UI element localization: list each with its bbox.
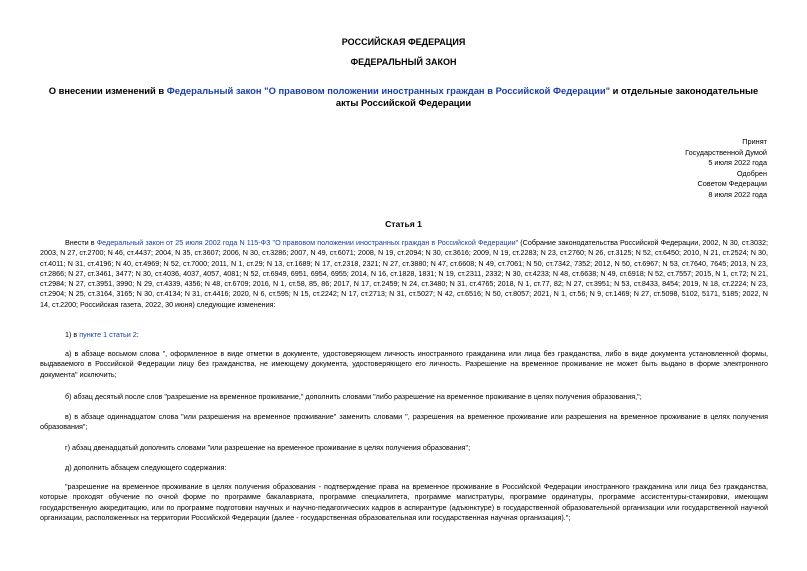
item-1-prefix: 1) в	[65, 330, 80, 339]
intro-suffix: (Собрание законодательства Российской Федерации, 2002, N 30, ст.3032; 2003, N 27, ст.2700; N 46, ст.4437; 2004, N 35, ст.3607; 2006, N 30, ст.3286; 2007, N 49, ст.6071; 2008, N 19, ст.2094; N 30, ст.3616; 2009, N 19, ст.2283; N 23, ст.2760; N 26, ст.3125; N 52, ст.6450; 2010, N 21, ст.2524; N 30, ст.4011; N 31, ст.4196; N 40, ст.4969; N 52, ст.7000; 2011, N 1, ст.29; N 13, ст.1689; N 17, ст.2318, 2321; N 27, ст.3880; N 47, ст.6608; N 49, ст.7061; N 50, ст.7342, 7352; 2012, N 50, ст.6967; N 53, ст.7640, 7645; 2013, N 23, ст.2866; N 27, ст.3461, 3477; N 30, ст.4036, 4037, 4057, 4081; N 52, ст.6949, 6951, 6954, 6955; 2014, N 16, ст.1828, 1831; N 19, ст.2311, 2332; N 30, ст.4233; N 48, ст.6638; N 49, ст.6918; N 52, ст.7557; 2015, N 1, ст.72; N 21, ст.2984; N 27, ст.3951, 3990; N 29, ст.4339, 4356; N 48, ст.6709; 2016, N 1, ст.58, 85, 86; 2017, N 17, ст.2459; N 24, ст.3480; N 31, ст.4765; 2018, N 1, ст.77, 82; N 27, ст.3951; N 53, ст.8433, 8454; 2019, N 18, ст.2224; N 23, ст.2904; N 25, ст.3164, 3165; N 30, ст.4134; N 31, ст.4416; 2020, N 6, ст.595; N 15, ст.2242; N 17, ст.2713; N 31, ст.5027; N 42, ст.6516; N 50, ст.8057; 2021, N 1, ст.56; N 9, ст.1469; N 27, ст.5098, 5102, 5171, 5185; 2022, N 14, ст.2200; Российская газета, 2022, 30 июня) следующие изменения:	[40, 238, 768, 309]
subitem-v: в) в абзаце одиннадцатом слова "или разрешения на временное проживание" заменить словами ", разрешения на временное проживание или разрешения на временное проживание в целях получения образования";	[40, 412, 768, 432]
law-title-prefix: О внесении изменений в	[48, 85, 167, 96]
article-title: Статья 1	[385, 219, 422, 229]
subitem-a: а) в абзаце восьмом слова ", оформленное в виде отметки в документе, удостоверяющем личность иностранного гражданина или лица без гражданства, либо в виде документа установленной формы, выдаваемого в Российской Федерации лицу без гражданства, не имеющему документа, удостоверяющего его личность. Разрешение на временное проживание не может быть выдано в форме электронного документа" исключить;	[40, 349, 768, 379]
item-1-link[interactable]: пункте 1 статьи 2	[79, 330, 137, 339]
header-federation: РОССИЙСКАЯ ФЕДЕРАЦИЯ	[341, 37, 466, 47]
subitem-b: б) абзац десятый после слов "разрешение на временное проживание," дополнить словами "либо разрешение на временное проживание в целях получения образования,";	[65, 392, 642, 401]
intro-paragraph	[40, 238, 768, 310]
intro-prefix: Внести в	[65, 238, 97, 247]
quoted-definition: "разрешение на временное проживание в целях получения образования - подтверждение права на временное проживание в Российской Федерации иностранного гражданина или лица без гражданства, которые проходят обучение по очной форме по программе бакалавриата, программе специалитета, программе магистратуры, программе ординатуры, программе ассистентуры-стажировки, имеющим государственную аккредитацию, или по программе подготовки научных и научно-педагогических кадров в аспирантуре (адъюнктуре) в государственной образовательной организации или государственной научной организации, расположенных на территории Российской Федерации (далее - государственная образовательная или государственная научная организация).";	[40, 482, 768, 522]
approved-label: Одобрен	[736, 168, 767, 178]
approved-date: 8 июля 2022 года	[708, 189, 767, 199]
subitem-d: д) дополнить абзацем следующего содержания:	[65, 463, 227, 472]
adopted-body: Государственной Думой	[685, 147, 767, 157]
adopted-label: Принят	[742, 137, 767, 146]
item-1	[40, 330, 768, 340]
intro-law-link[interactable]: Федеральный закон от 25 июля 2002 года N 115-ФЗ "О правовом положении иностранных граждан в Российской Федерации"	[96, 238, 519, 247]
law-title-suffix: и отдельные законодательные акты Российской Федерации	[335, 85, 759, 108]
subitem-g: г) абзац двенадцатый дополнить словами "или разрешение на временное проживание в целях получения образования";	[65, 443, 471, 452]
approved-body: Советом Федерации	[697, 179, 767, 188]
law-title	[40, 85, 767, 109]
adopted-date: 5 июля 2022 года	[708, 158, 767, 167]
header-law-type: ФЕДЕРАЛЬНЫЙ ЗАКОН	[350, 57, 457, 67]
law-title-link[interactable]: Федеральный закон "О правовом положении иностранных граждан в Российской Федерации"	[166, 85, 611, 96]
item-1-suffix: :	[136, 330, 139, 339]
adoption-info	[685, 137, 767, 200]
